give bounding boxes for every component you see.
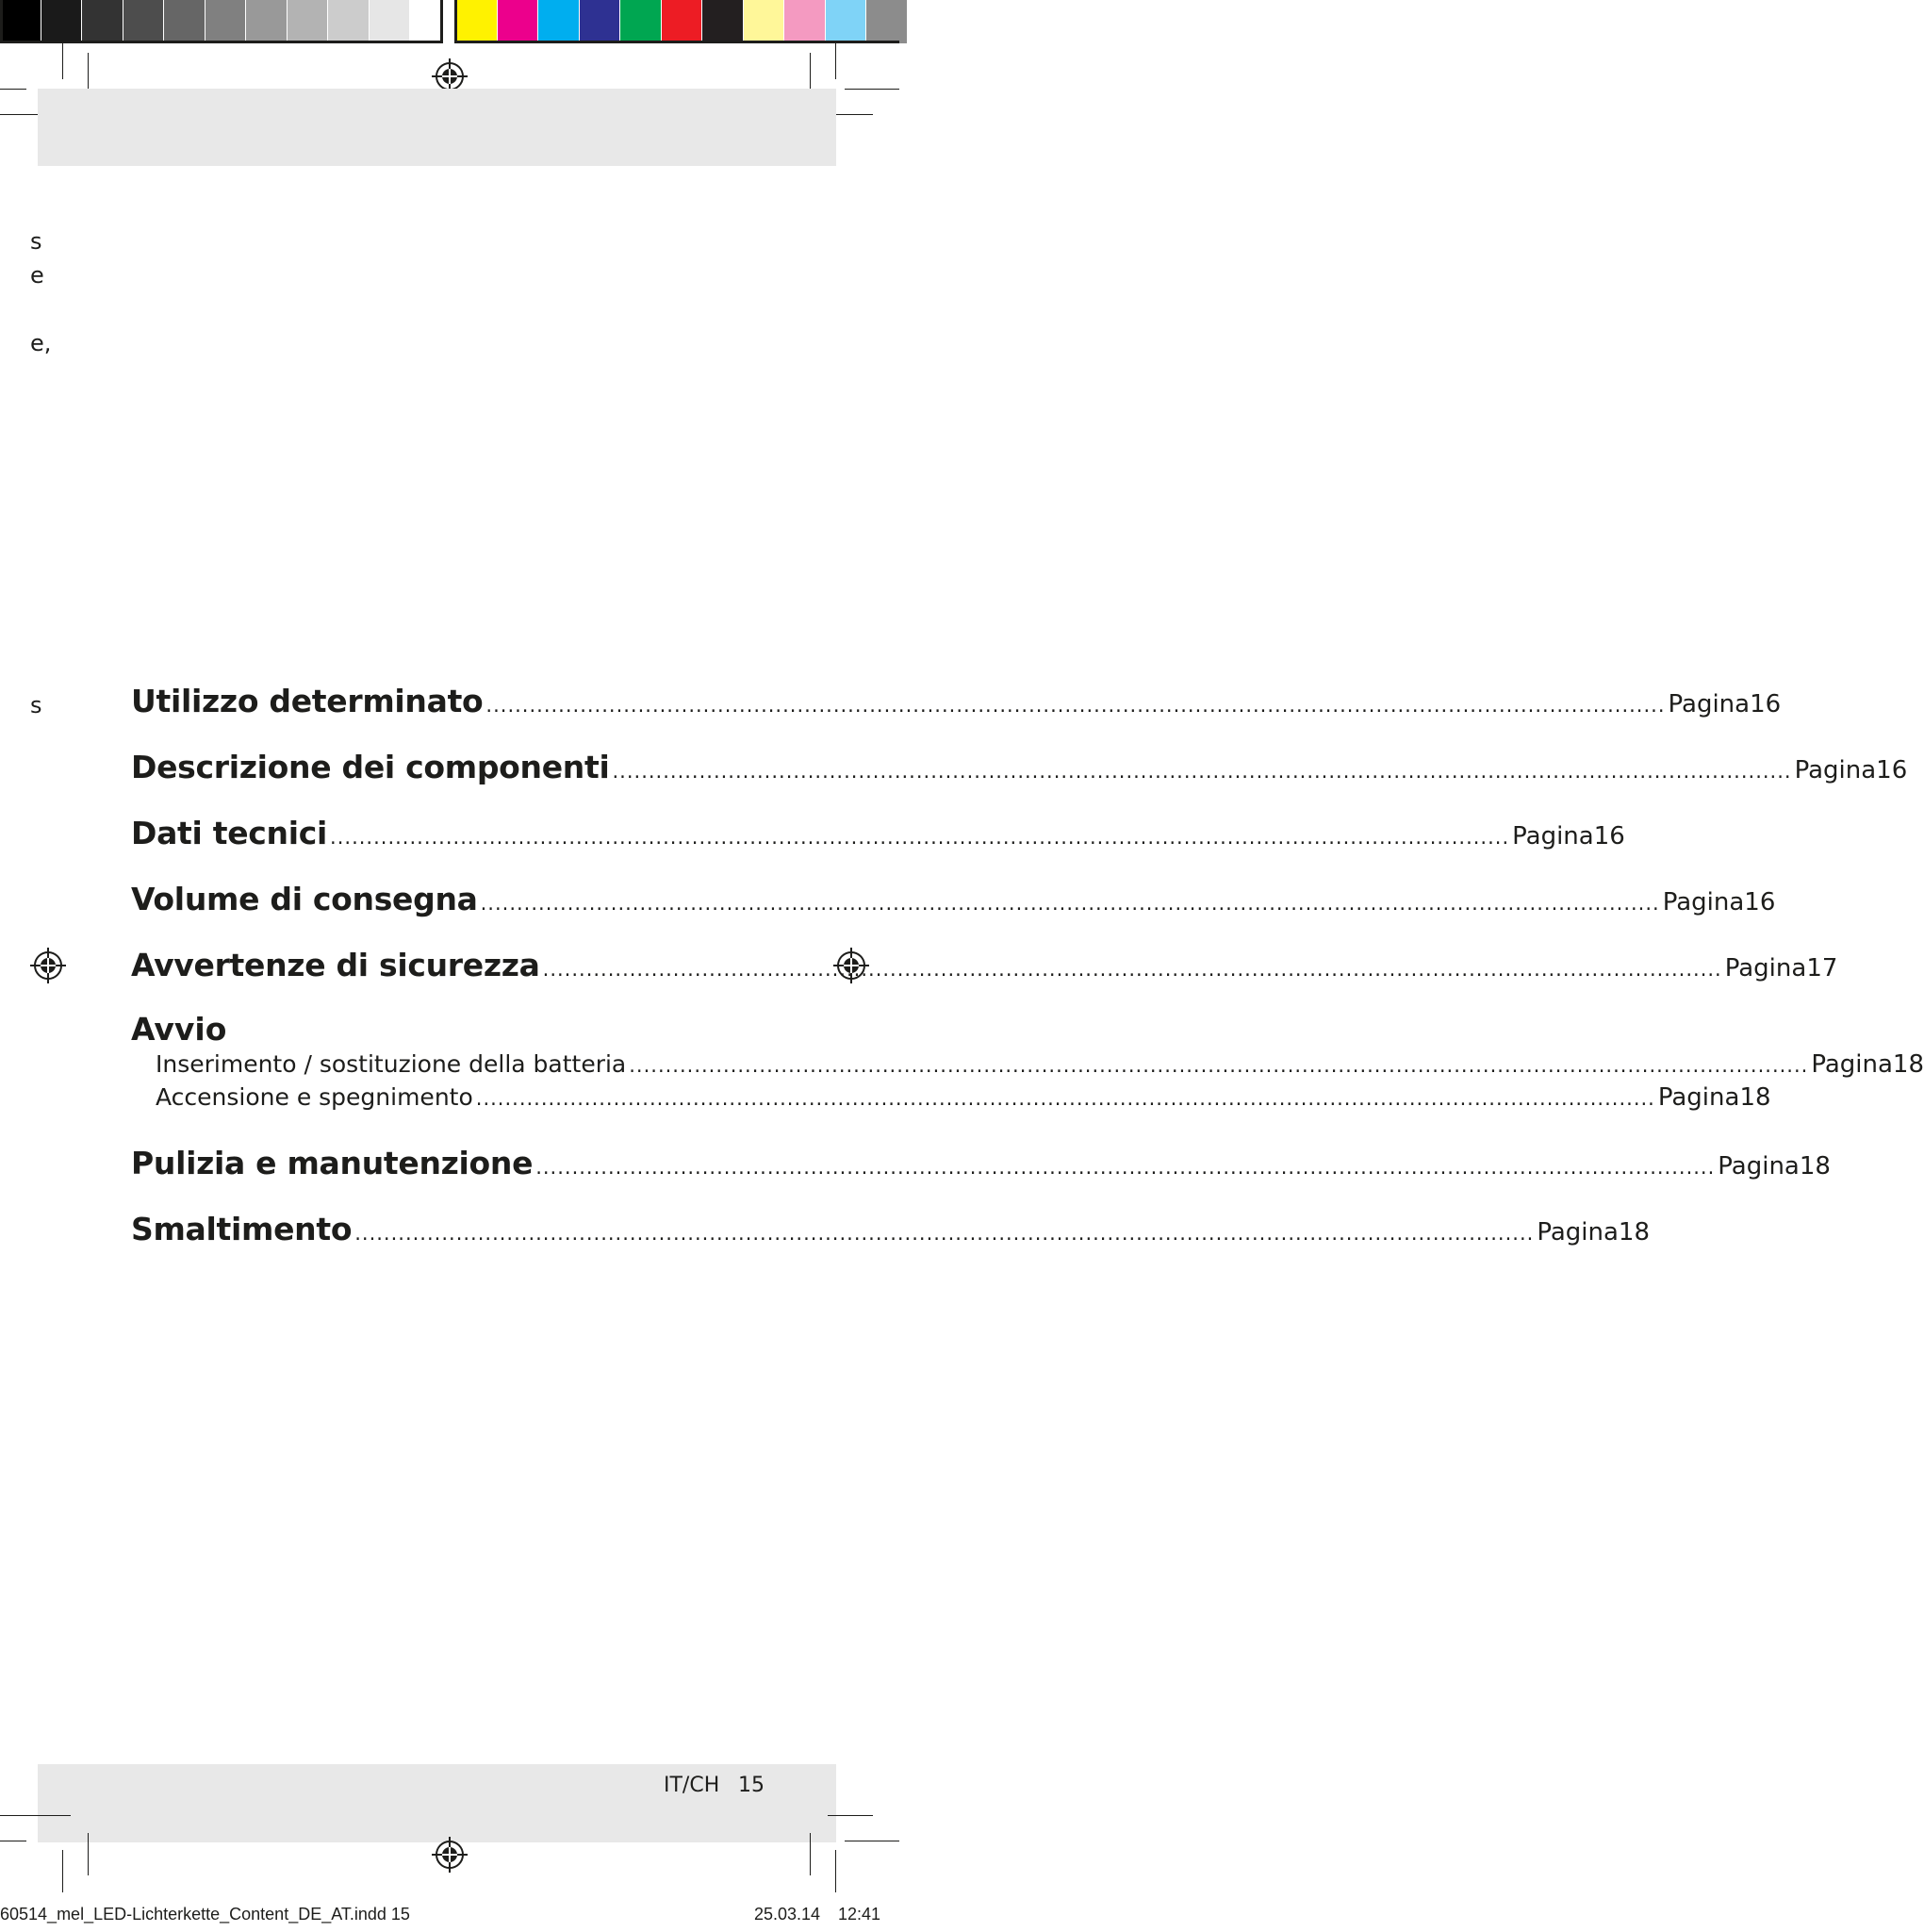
toc-page-word: Pagina [1718,1152,1800,1181]
registration-mark-icon [432,1837,468,1873]
footer-locale: IT/CH [664,1774,720,1797]
toc-leader-dots [481,892,1660,915]
crop-mark [845,89,899,90]
crop-mark [88,1833,89,1875]
toc-entry[interactable] [131,1211,1650,1247]
toc-entry-title: Pulizia e manutenzione [131,1145,534,1181]
toc-page-number: 16 [1593,822,1625,850]
crop-mark [62,43,63,79]
toc-page-word: Pagina [1794,756,1877,784]
toc-leader-dots [485,694,1665,717]
toc-sub-entry-title: Accensione e spegnimento [156,1083,473,1111]
toc-entry-title: Smaltimento [131,1211,353,1247]
footer-page-number: 15 [738,1774,765,1797]
edge-glyph: e, [30,330,52,356]
toc-leader-dots [330,826,1509,849]
edge-glyph: e [30,262,44,289]
crop-mark [810,1833,811,1875]
toc-page-word: Pagina [1811,1050,1893,1079]
toc-entry[interactable] [131,815,1625,851]
toc-entry[interactable] [131,1145,1831,1181]
toc-leader-dots [543,958,1722,981]
toc-page-number: 16 [1750,690,1782,718]
toc-entry-title: Dati tecnici [131,815,328,851]
toc-page-number: 18 [1618,1218,1650,1247]
toc-page-number: 18 [1739,1083,1771,1112]
toc-sub-entry-title: Inserimento / sostituzione della batteria [156,1050,627,1078]
toc-entry[interactable] [131,749,1908,785]
color-bar-frame [454,0,899,43]
toc-entry[interactable] [131,947,1838,983]
toc-page-number: 17 [1806,954,1838,983]
toc-entry[interactable] [131,881,1776,917]
crop-mark [835,1850,836,1892]
edge-glyph: s [30,692,42,718]
toc-page-number: 16 [1744,888,1776,916]
toc-section-heading[interactable]: Avvio [131,1011,227,1048]
header-band [38,89,836,166]
toc-entry-title: Avvertenze di sicurezza [131,947,540,983]
toc-leader-dots [476,1087,1655,1110]
toc-page-word: Pagina [1668,690,1751,718]
toc-sub-entry[interactable] [156,1083,1771,1112]
edge-glyph: s [30,228,42,255]
toc-page-number: 16 [1876,756,1908,784]
toc-leader-dots [354,1222,1534,1245]
slug-date: 25.03.14 [754,1905,821,1924]
slug-time: 12:41 [838,1905,881,1924]
toc-page-word: Pagina [1512,822,1594,850]
crop-mark [828,1815,873,1816]
crop-mark [835,43,836,79]
crop-mark [0,1815,71,1816]
crop-mark [62,1850,63,1892]
toc-entry-title: Utilizzo determinato [131,683,484,719]
toc-entry[interactable] [131,683,1782,719]
registration-mark-icon [30,948,66,983]
toc-leader-dots [613,760,1792,783]
crop-mark [0,89,26,90]
toc-entry-title: Volume di consegna [131,881,478,917]
toc-leader-dots [629,1054,1808,1077]
toc-page-word: Pagina [1537,1218,1619,1247]
toc-page-number: 18 [1799,1152,1831,1181]
toc-page-word: Pagina [1662,888,1745,916]
toc-page-number: 18 [1892,1050,1924,1079]
slug-filename: 60514_mel_LED-Lichterkette_Content_DE_AT.indd 15 [0,1905,410,1924]
toc-entry-title: Descrizione dei componenti [131,749,610,785]
gray-bar-frame [0,0,443,43]
toc-page-word: Pagina [1657,1083,1740,1112]
toc-page-word: Pagina [1724,954,1807,983]
toc-sub-entry[interactable] [156,1050,1924,1079]
toc-leader-dots [535,1156,1715,1179]
